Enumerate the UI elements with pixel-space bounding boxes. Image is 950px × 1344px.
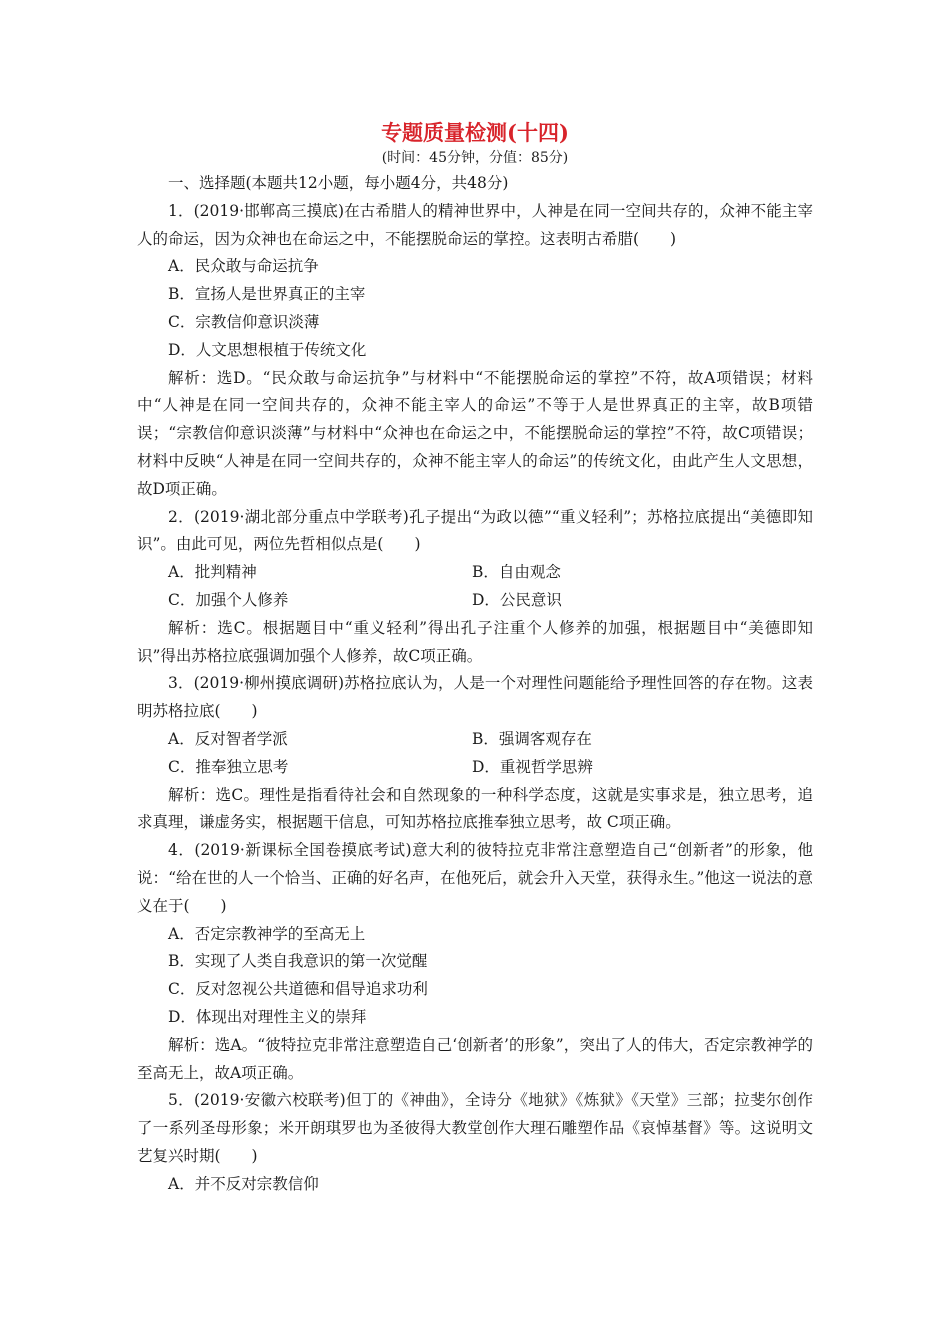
question-2-stem: 2．(2019·湖北部分重点中学联考)孔子提出“为政以德”“重义轻利”；苏格拉底提出“美德即知识”。由此可见，两位先哲相似点是( ) [137, 507, 813, 554]
page-title: 专题质量检测(十四) [381, 120, 569, 145]
question-4-stem: 4．(2019·新课标全国卷摸底考试)意大利的彼特拉克非常注意塑造自己“创新者”的形象，他说：“给在世的人一个恰当、正确的好名声，在他死后，就会升入天堂，获得永生。”他这一说法的意义在于( ) [137, 841, 813, 915]
section-heading: 一、选择题(本题共12小题，每小题4分，共48分) [168, 174, 509, 192]
question-4-option-a: A．否定宗教神学的至高无上 [168, 924, 366, 943]
question-2-option-c: C．加强个人修养 [168, 590, 289, 609]
question-1-analysis: 解析：选D。“民众敢与命运抗争”与材料中“不能摆脱命运的掌控”不符，故A项错误；材料中“人神是在同一空间共存的，众神不能主宰人的命运”不等于人是世界真正的主宰，故B项错误；“宗教信仰意识淡薄”与材料中“众神也在命运之中，不能摆脱命运的掌控”不符，故C项错误；材料中反映“人神是在同一空间共存的，众神不能主宰人的命运”的传统文化，由此产生人文思想，故D项正确。 [137, 368, 813, 498]
question-2-options-row-2 [137, 587, 813, 615]
question-2-option-d: D．公民意识 [472, 590, 562, 609]
question-4-option-d: D．体现出对理性主义的崇拜 [168, 1007, 367, 1026]
question-3-options-row-2 [137, 754, 813, 782]
question-3-option-a: A．反对智者学派 [168, 729, 288, 748]
question-2-option-a: A．批判精神 [168, 563, 257, 582]
question-3-stem: 3．(2019·柳州摸底调研)苏格拉底认为，人是一个对理性问题能给予理性回答的存在物。这表明苏格拉底( ) [137, 674, 813, 721]
document-page [137, 118, 813, 1198]
question-2-options-row-1 [137, 559, 813, 587]
page-subtitle: (时间：45分钟，分值：85分) [381, 150, 569, 166]
question-2-option-b: B．自由观念 [472, 563, 561, 582]
question-3-analysis: 解析：选C。理性是指看待社会和自然现象的一种科学态度，这就是实事求是，独立思考，追求真理，谦虚务实，根据题干信息，可知苏格拉底推奉独立思考，故 C项正确。 [137, 785, 813, 832]
question-1-option-d: D．人文思想根植于传统文化 [168, 340, 367, 359]
question-3-option-b: B．强调客观存在 [472, 729, 592, 748]
question-3-option-c: C．推奉独立思考 [168, 757, 289, 776]
question-4-option-b: B．实现了人类自我意识的第一次觉醒 [168, 952, 428, 971]
question-1-option-b: B．宣扬人是世界真正的主宰 [168, 285, 366, 304]
question-2-analysis: 解析：选C。根据题目中“重义轻利”得出孔子注重个人修养的加强，根据题目中“美德即知识”得出苏格拉底强调加强个人修养，故C项正确。 [137, 618, 813, 665]
question-1-option-c: C．宗教信仰意识淡薄 [168, 312, 320, 331]
question-4-analysis: 解析：选A。“彼特拉克非常注意塑造自己‘创新者’的形象”，突出了人的伟大，否定宗教神学的至高无上，故A项正确。 [137, 1035, 813, 1082]
question-4-option-c: C．反对忽视公共道德和倡导追求功利 [168, 980, 428, 999]
question-3-option-d: D．重视哲学思辨 [472, 757, 593, 776]
question-1-option-a: A．民众敢与命运抗争 [168, 257, 319, 276]
question-5-stem: 5．(2019·安徽六校联考)但丁的《神曲》，全诗分《地狱》《炼狱》《天堂》三部；拉斐尔创作了一系列圣母形象；米开朗琪罗也为圣彼得大教堂创作大理石雕塑作品《哀悼基督》等。这说明文艺复兴时期( ) [137, 1091, 813, 1165]
question-3-options-row-1 [137, 726, 813, 754]
question-5-option-a: A．并不反对宗教信仰 [168, 1174, 319, 1193]
question-1-stem: 1．(2019·邯郸高三摸底)在古希腊人的精神世界中，人神是在同一空间共存的，众神不能主宰人的命运，因为众神也在命运之中，不能摆脱命运的掌控。这表明古希腊( ) [137, 201, 813, 248]
